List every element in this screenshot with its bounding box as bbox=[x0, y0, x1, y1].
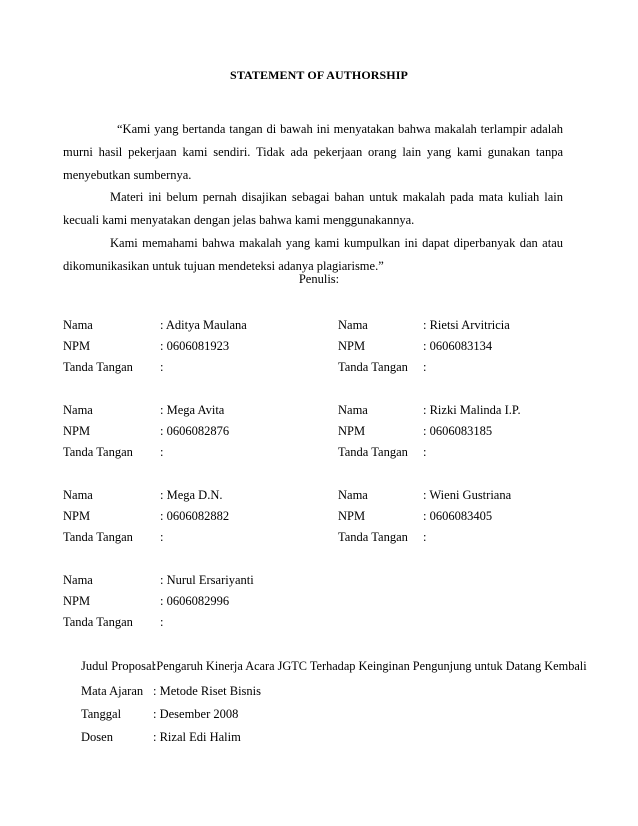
statement-line: “Kami yang bertanda tangan di bawah ini menyatakan bahwa makalah terlampir adalah bbox=[117, 122, 563, 136]
meta-row-mata-ajaran bbox=[81, 684, 261, 699]
author-name: : Aditya Maulana bbox=[160, 318, 247, 332]
npm-label: NPM bbox=[338, 509, 366, 523]
nama-label: Nama bbox=[338, 318, 368, 332]
author-name: : Wieni Gustriana bbox=[423, 488, 512, 502]
author-npm: : 0606083185 bbox=[423, 424, 493, 438]
nama-label: Nama bbox=[63, 573, 93, 587]
tanda-tangan-label: Tanda Tangan bbox=[63, 360, 133, 374]
author-name: : Mega Avita bbox=[160, 403, 225, 417]
meta-label: Dosen bbox=[81, 730, 113, 744]
tanda-tangan-label: Tanda Tangan bbox=[63, 615, 133, 629]
nama-label: Nama bbox=[338, 403, 368, 417]
meta-value: : Rizal Edi Halim bbox=[153, 730, 241, 744]
tanda-tangan-label: Tanda Tangan bbox=[63, 445, 133, 459]
nama-label: Nama bbox=[63, 488, 93, 502]
npm-label: NPM bbox=[63, 594, 91, 608]
author-npm: : 0606082876 bbox=[160, 424, 230, 438]
nama-label: Nama bbox=[63, 403, 93, 417]
tanda-tangan-label: Tanda Tangan bbox=[63, 530, 133, 544]
statement-line: Kami memahami bahwa makalah yang kami kumpulkan ini dapat diperbanyak dan atau bbox=[110, 236, 563, 250]
author-signature: : bbox=[423, 445, 427, 459]
npm-label: NPM bbox=[63, 339, 91, 353]
statement-line: menyebutkan sumbernya. bbox=[63, 168, 192, 182]
author-name: : Rietsi Arvitricia bbox=[423, 318, 510, 332]
statement-line: kecuali kami menyatakan dengan jelas bahwa kami menggunakannya. bbox=[63, 213, 415, 227]
npm-label: NPM bbox=[63, 509, 91, 523]
meta-label: Judul Proposal bbox=[81, 659, 155, 673]
author-signature: : bbox=[423, 530, 427, 544]
tanda-tangan-label: Tanda Tangan bbox=[338, 530, 408, 544]
statement-line: murni hasil pekerjaan kami sendiri. Tidak ada pekerjaan orang lain yang kami gunakan tanpa bbox=[63, 145, 563, 159]
statement-line: Materi ini belum pernah disajikan sebagai bahan untuk makalah pada mata kuliah lain bbox=[110, 190, 563, 204]
document-title: STATEMENT OF AUTHORSHIP bbox=[230, 68, 408, 82]
npm-label: NPM bbox=[338, 339, 366, 353]
author-npm: : 0606082882 bbox=[160, 509, 230, 523]
meta-label: Mata Ajaran bbox=[81, 684, 144, 698]
meta-row-judul bbox=[81, 659, 587, 674]
author-signature: : bbox=[423, 360, 427, 374]
nama-label: Nama bbox=[63, 318, 93, 332]
author-npm: : 0606083405 bbox=[423, 509, 493, 523]
penulis-label: Penulis: bbox=[298, 272, 340, 286]
meta-value: : Metode Riset Bisnis bbox=[153, 684, 261, 698]
nama-label: Nama bbox=[338, 488, 368, 502]
meta-label: Tanggal bbox=[81, 707, 122, 721]
author-name: : Rizki Malinda I.P. bbox=[423, 403, 521, 417]
author-name: : Mega D.N. bbox=[160, 488, 223, 502]
statement-line: dikomunikasikan untuk tujuan mendeteksi adanya plagiarisme.” bbox=[63, 259, 384, 273]
author-npm: : 0606081923 bbox=[160, 339, 230, 353]
meta-row-tanggal bbox=[81, 707, 239, 722]
npm-label: NPM bbox=[338, 424, 366, 438]
author-signature: : bbox=[160, 360, 164, 374]
author-name: : Nurul Ersariyanti bbox=[160, 573, 254, 587]
npm-label: NPM bbox=[63, 424, 91, 438]
meta-value: :Pengaruh Kinerja Acara JGTC Terhadap Keinginan Pengunjung untuk Datang Kembali bbox=[153, 659, 587, 673]
tanda-tangan-label: Tanda Tangan bbox=[338, 360, 408, 374]
author-npm: : 0606082996 bbox=[160, 594, 230, 608]
meta-row-dosen bbox=[81, 730, 241, 745]
author-signature: : bbox=[160, 530, 164, 544]
author-signature: : bbox=[160, 615, 164, 629]
tanda-tangan-label: Tanda Tangan bbox=[338, 445, 408, 459]
author-signature: : bbox=[160, 445, 164, 459]
author-npm: : 0606083134 bbox=[423, 339, 493, 353]
meta-value: : Desember 2008 bbox=[153, 707, 239, 721]
